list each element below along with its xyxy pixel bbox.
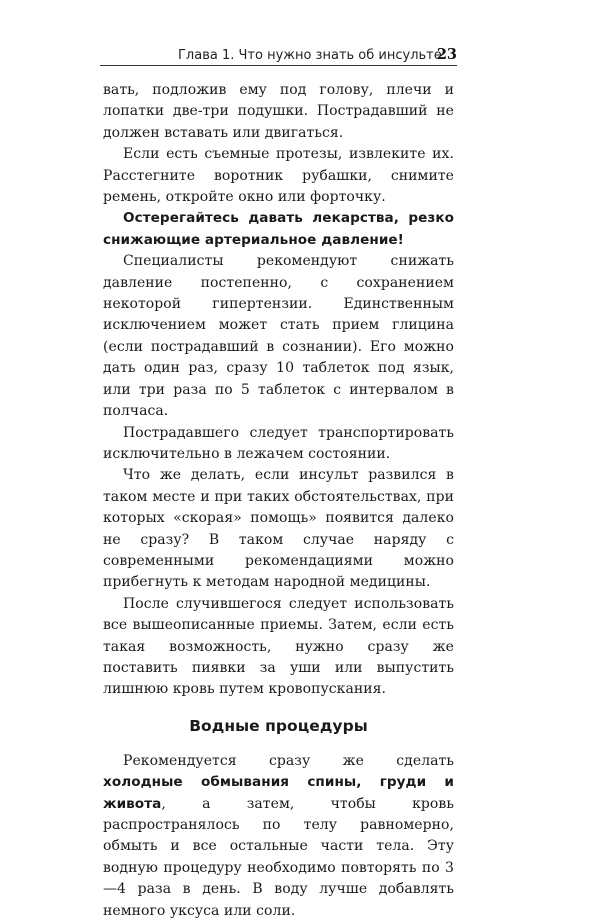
paragraph-pressure: Специалисты рекомендуют снижать давление постепенно, с сохранением некоторой гипертензии. Единственным исключением может стать прием глицина (если пострадавший в сознании). Его можно дать один раз, сразу 10 таблеток под язык, или три раза по 5 таблеток с интервалом в полчаса. bbox=[103, 253, 454, 420]
paragraph-water-procedures bbox=[103, 751, 454, 922]
paragraph-transport: Пострадавшего следует транспортировать исключительно в лежачем состоянии. bbox=[103, 424, 454, 462]
water-text-bold: холодные обмывания спины, груди и живота bbox=[103, 774, 454, 812]
header-rule bbox=[100, 65, 457, 66]
page-number: 23 bbox=[436, 46, 457, 63]
water-text-end: , а затем, чтобы кровь распространялось по телу равномерно, обмыть и все остальные части тела. Эту водную процедуру необходимо повторять по 3—4 раза в день. В воду лучше добавлять немного уксуса или соли. bbox=[103, 795, 454, 919]
running-header bbox=[100, 44, 457, 66]
body-text bbox=[103, 80, 454, 922]
paragraph-dentures: Если есть съемные протезы, извлеките их. Расстегните воротник рубашки, снимите ремень, откройте окно или форточку. bbox=[103, 146, 454, 206]
water-text-start: Рекомендуется сразу же сделать bbox=[123, 752, 454, 769]
paragraph-folk-medicine: Что же делать, если инсульт развился в таком месте и при таких обстоятельствах, при которых «скорая» помощь» появится далеко не сразу? В таком случае наряду с современными рекомендациями можно прибегнуть к методам народной медицины. bbox=[103, 467, 454, 591]
chapter-title: Глава 1. Что нужно знать об инсульте bbox=[178, 48, 442, 63]
section-heading: Водные процедуры bbox=[189, 716, 368, 735]
paragraph-continued: вать, подложив ему под голову, плечи и лопатки две-три подушки. Пострадавший не должен вставать или двигаться. bbox=[103, 82, 454, 141]
paragraph-leeches: После случившегося следует использовать все вышеописанные приемы. Затем, если есть такая возможность, нужно сразу же поставить пиявки за уши или выпустить лишнюю кровь путем кровопускания. bbox=[103, 595, 454, 698]
warning-note: Остерегайтесь давать лекарства, резко снижающие артериальное давление! bbox=[103, 210, 454, 248]
